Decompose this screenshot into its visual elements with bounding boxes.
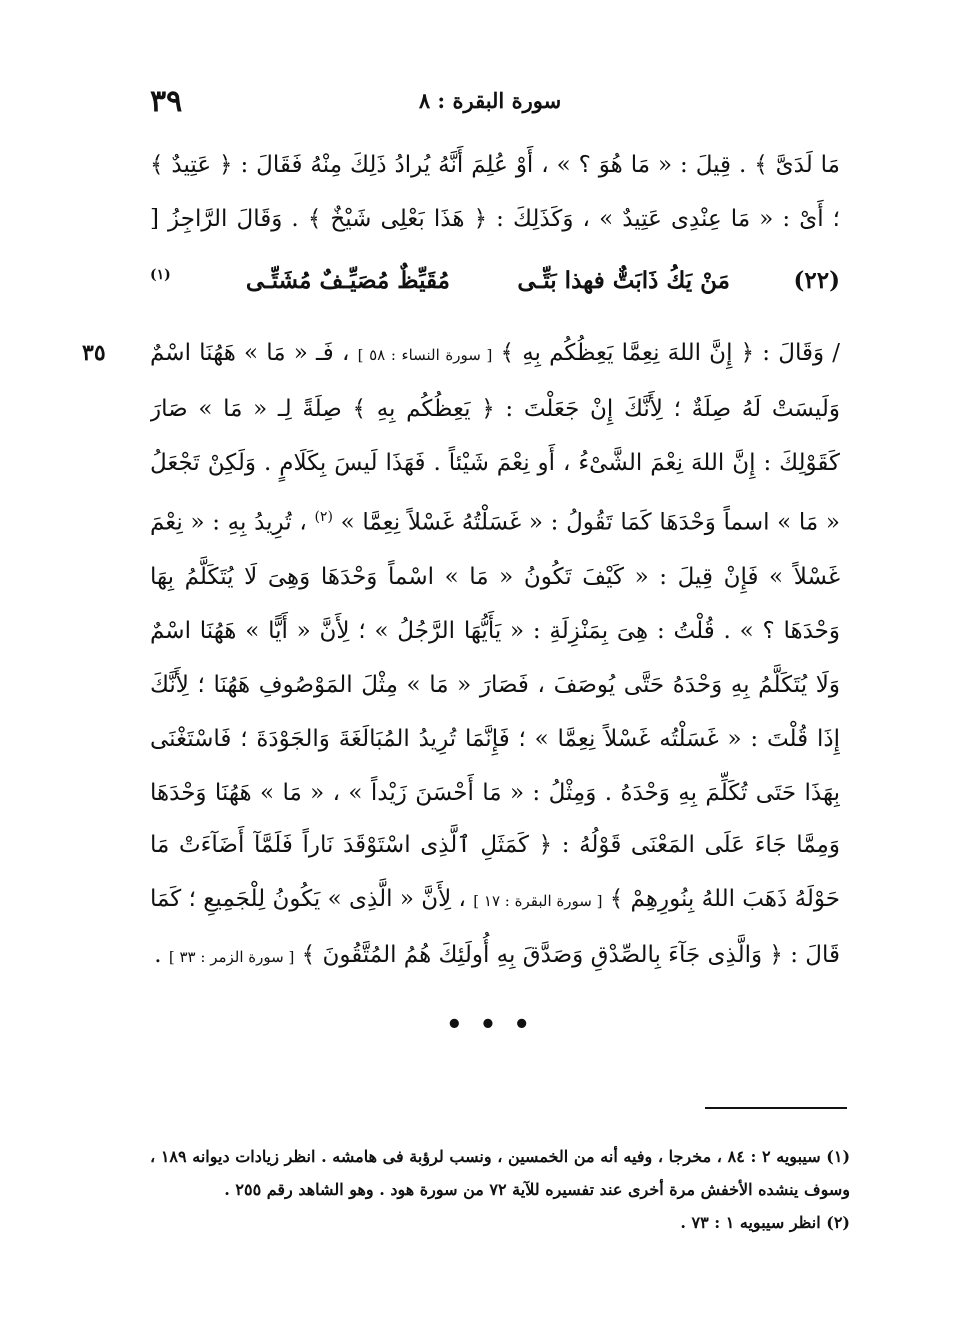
quran-reference: [ سورة النساء : ٥٨ ]: [357, 346, 493, 364]
footnote-ref-2: (٢): [314, 509, 333, 525]
paragraph-1: مَا لَدَىَّ ﴾ . قِيلَ : « مَا هُوَ ؟ » ، أَوْ عُلِمَ أَنَّهُ يُرادُ ذَلِكَ مِنْهُ فَقَالَ : ﴿ عَتِيدٌ ﴾ ؛ أَىْ : « مَا عِنْدِى عَتِيدٌ » ، وَكَذَلِكَ : ﴿ هَذَا بَعْلِى شَيْخٌ ﴾ . وَقَالَ الرَّاجِزُ [: [150, 152, 840, 232]
footnote-rule: [705, 1107, 847, 1109]
page-number: ٣٩: [150, 84, 183, 119]
footnote-2: (٢) انظر سيبويه ١ : ٧٣ .: [680, 1213, 850, 1232]
quran-reference: [ سورة الزمر : ٣٣ ]: [168, 948, 295, 966]
verse-line: [150, 254, 840, 326]
verse-footnote-ref: (١): [150, 267, 171, 283]
paragraph-2: [150, 326, 840, 812]
paragraph-3-text-a: وَمِمَّا جَاءَ عَلَى المَعْنَى قَوْلُهُ : ﴿ كَمَثَلِ ٱلَّذِى اسْتَوْقَدَ نَاراً فَلَمَّآ أَضَآءَتْ مَا حَوْلَهُ ذَهَبَ اللهُ بِنُورِهِمْ ﴾: [150, 832, 840, 912]
paragraph-2-text-a: / وَقَالَ : ﴿ إِنَّ اللهَ نِعِمَّا يَعِظُكُم بِهِ ﴾: [500, 340, 840, 366]
verse-hemistich-2: مُقَيِّظٌ مُصَيِّـفٌ مُشَتِّـى: [245, 267, 450, 294]
quran-reference: [ سورة البقرة : ١٧ ]: [473, 892, 603, 910]
verse-number: (٢٢): [793, 267, 840, 294]
page-header: [150, 84, 830, 124]
paragraph-3: [150, 818, 840, 980]
paragraph-3-text-b: ، لِأَنَّ « الَّذِى » يَكُونُ لِلْجَمِيعِ ؛ كَمَا قَالَ : ﴿ وَالَّذِى جَآءَ بِالصِّدْقِ وَصَدَّقَ بِهِ أُولَئِكَ هُمُ المُتَّقُونَ ﴾: [150, 886, 840, 968]
footnote-1: (١) سيبويه ٢ : ٨٤ ، مخرجا ، وفيه أنه من الخمسين ، ونسب لرؤبة فى هامشه . انظر زيادات ديوانه ١٨٩ ، وسوف ينشده الأخفش مرة أخرى عند تفسيره للآية ٧٢ من سورة هود . وهو الشاهد رقم ٢٥٥ .: [150, 1147, 851, 1199]
paragraph-2-text-b: ، فَـ « مَا » هَهُنَا اسْمٌ وَلَيسَتْ لَهُ صِلَةٌ ؛ لِأَنَّكَ إِنْ جَعَلْتَ : ﴿ يَعِظُكُم بِهِ ﴾ صِلَةً لِـ « مَا » صَارَ كَقَوْلِكَ : إِنَّ اللهَ نِعْمَ الشَّىْءُ ، أَو نِعْمَ شَيْئاً . فَهَذَا لَيسَ بِكَلَامٍ . وَلَكِنْ تَجْعَلُ « مَا » اسماً وَحْدَهَا كَمَا تَقُولُ : « غَسَلْتُهُ غَسْلاً نِعِمَّا »: [150, 340, 840, 536]
margin-line-number: ٣٥: [82, 340, 106, 366]
footnotes: [150, 1140, 850, 1239]
paragraph-2-text-c: ، تُرِيدُ بِهِ : « نِعْمَ غَسْلاً » فَإِنْ قِيلَ : « كَيْفَ تَكُونُ « مَا » اسْماً وَحْدَهَا وَهِىَ لَا يُتَكَلَّمُ بِهَا وَحْدَهَا ؟ » . قُلْتُ : هِىَ بِمَنْزِلَةِ : « يَأَيُّهَا الرَّجُلُ » ؛ لِأَنَّ « أَيًّا » هَهُنَا اسْمٌ وَلَا يُتَكَلَّمُ بِهِ وَحْدَهُ حَتَّى يُوصَفَ ، فَصَارَ « مَا » مِثْلَ المَوْصُوفِ هَهُنَا ؛ لِأَنَّكَ إِذَا قُلْتَ : « غَسَلْتُه غَسْلاً نِعِمَّا » ؛ فَإِنَّمَا تُرِيدُ المُبَالَغَةَ وَالجَوْدَةَ ؛ فَاسْتَغْنَى بِهَذَا حَتَى تُكَلِّمَ بِهِ وَحْدَهُ . وَمِثْلُ : « مَا أَحْسَنَ زَيْداً » ، « مَا » هَهُنَا وَحْدَهَا: [150, 509, 840, 806]
running-head: سورة البقرة : ٨: [418, 88, 562, 113]
section-separator: • • •: [446, 1010, 534, 1040]
main-text: [150, 138, 840, 980]
verse-hemistich-1: مَنْ يَكُ ذَابَتٌّ فهذا بَتِّـى: [517, 267, 730, 294]
paragraph-3-end: .: [154, 942, 162, 968]
